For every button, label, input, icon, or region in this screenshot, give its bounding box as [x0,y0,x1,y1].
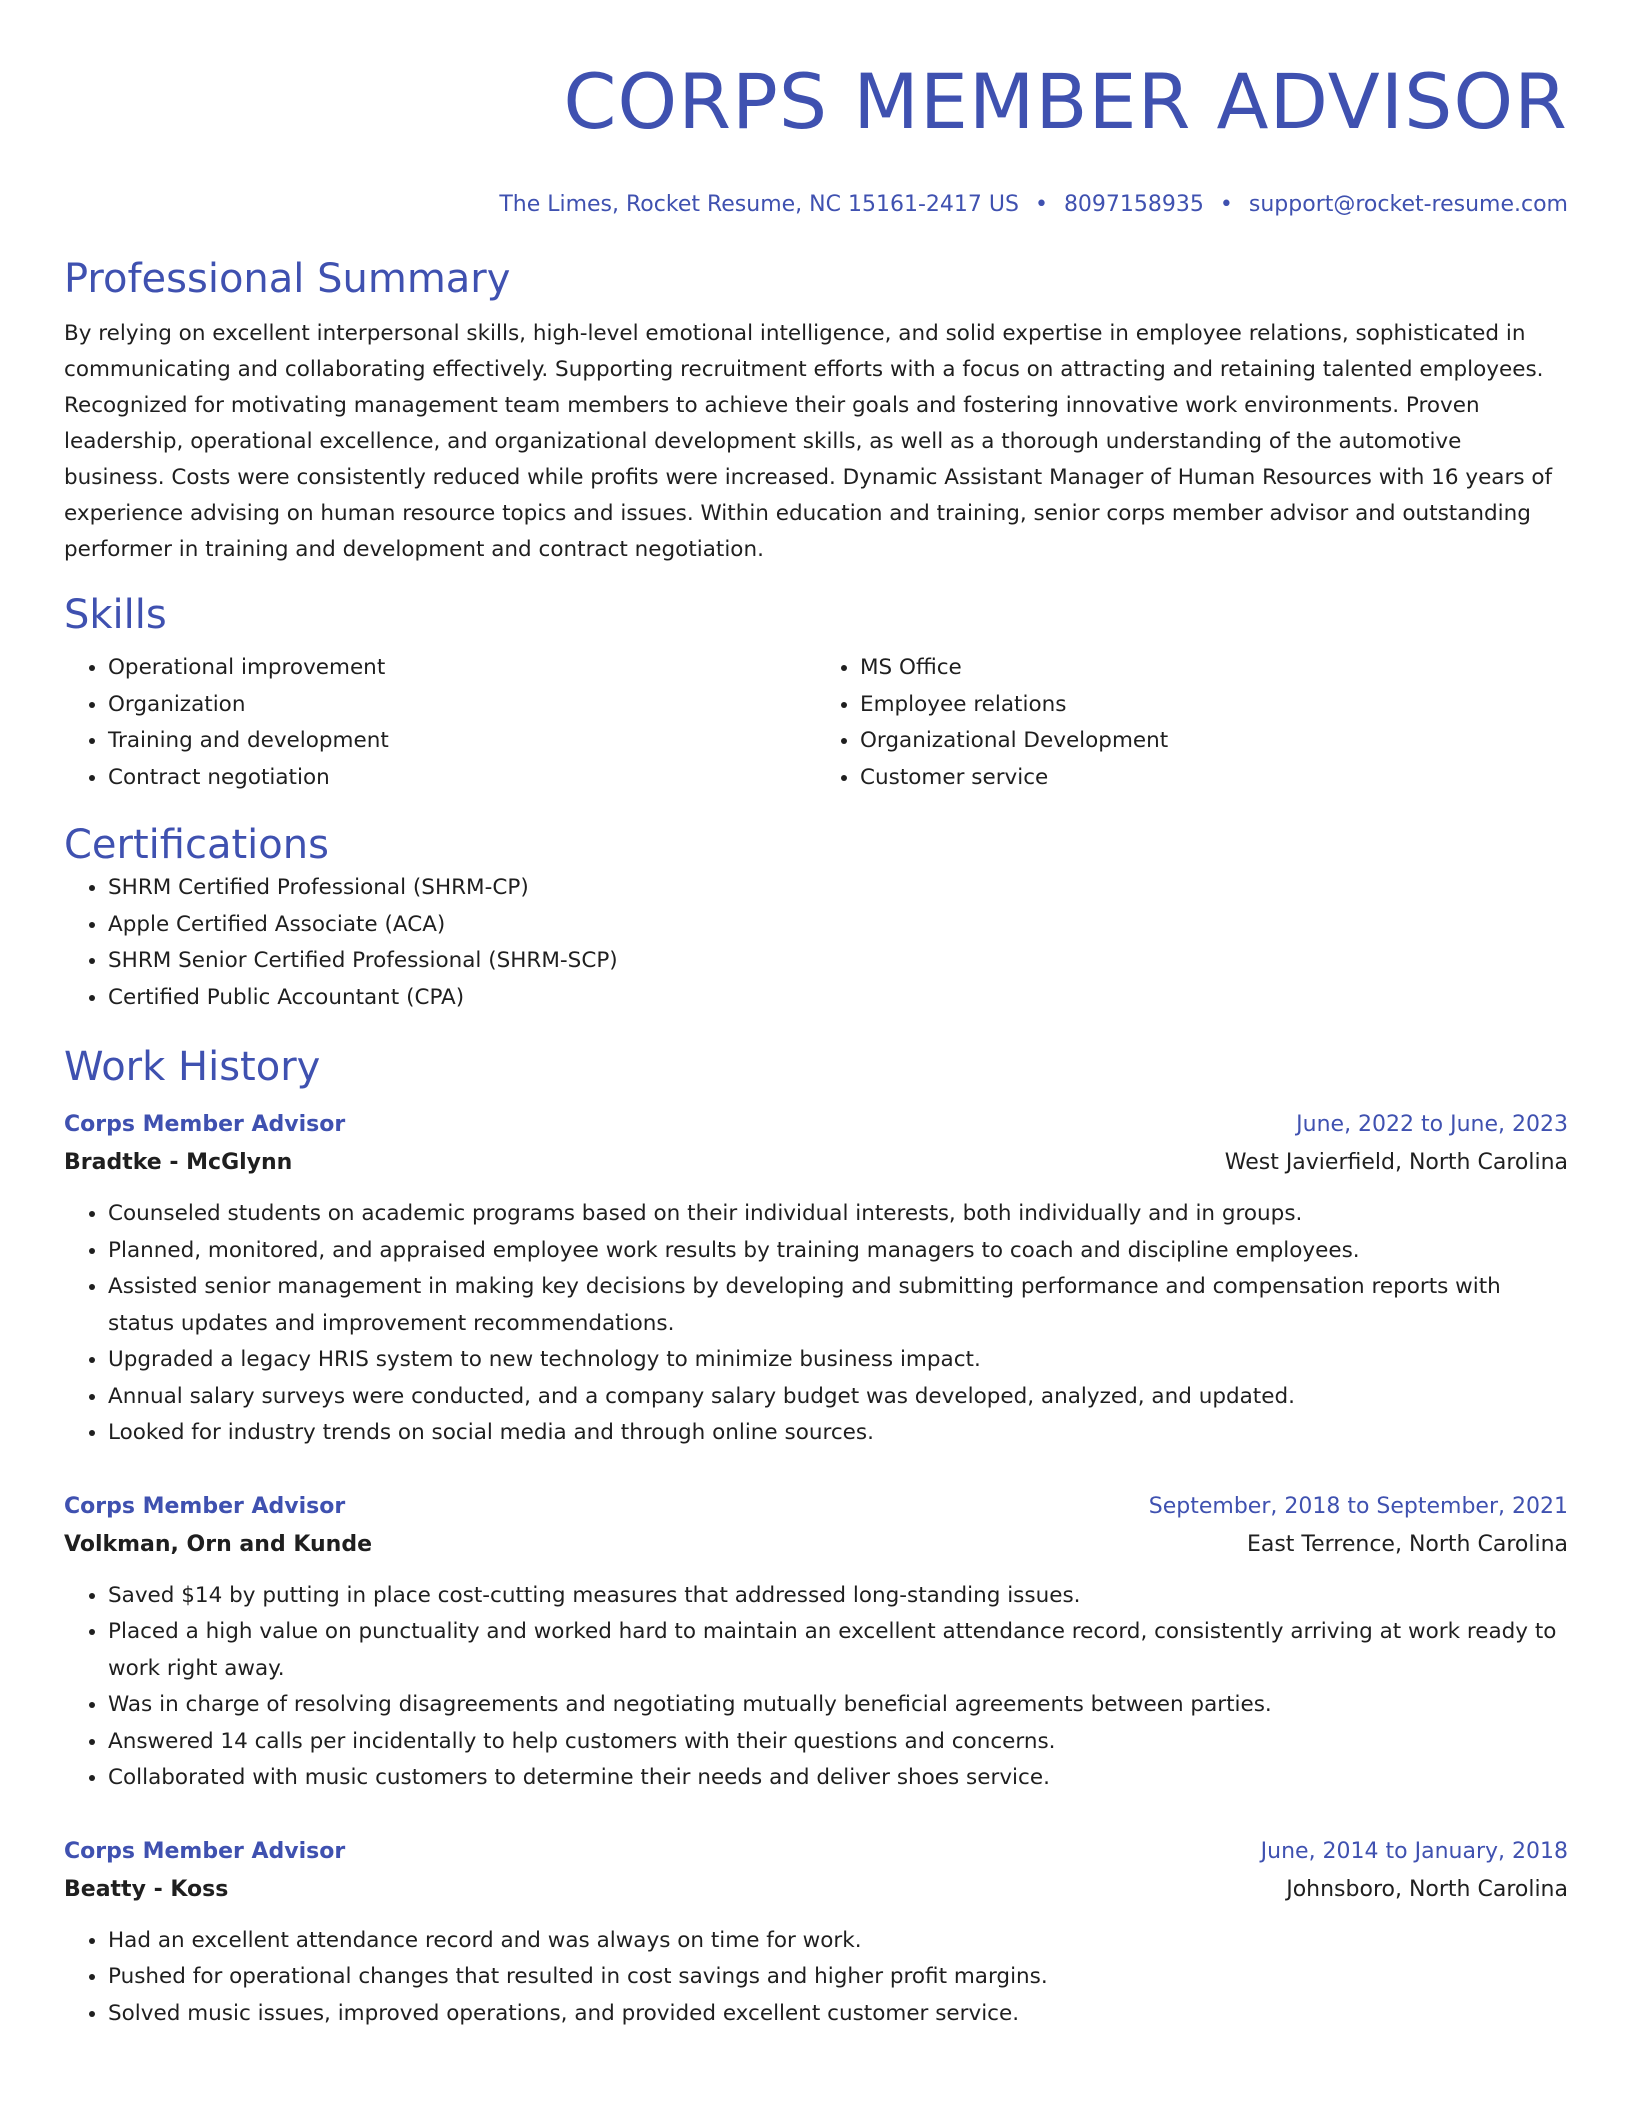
certifications-list [64,870,1568,1016]
job-bullet: • Saved $14 by putting in place cost-cutting measures that addressed long-standing issues. [108,1578,1568,1615]
job-dates: June, 2022 to June, 2023 [1296,1112,1568,1137]
skills-list-right [816,650,1568,796]
job-dates: June, 2014 to January, 2018 [1260,1838,1568,1864]
contact-separator: • [1034,192,1048,217]
job-title: Corps Member Advisor [64,1112,346,1137]
job-bullet: • Was in charge of resolving disagreements and negotiating mutually beneficial agreements between parties. [108,1687,1568,1724]
job-subheader [64,1144,1568,1182]
job-title: Corps Member Advisor [64,1493,346,1519]
summary-heading: Professional Summary [64,256,511,302]
skill-item: • Organization [108,687,816,724]
certification-item: • SHRM Certified Professional (SHRM-CP) [108,870,1568,907]
job-subheader [64,1526,1568,1564]
skills-list-left [64,650,816,796]
job-entry [64,1488,1568,1797]
skill-item: • Contract negotiation [108,760,816,797]
skill-item: • Operational improvement [108,650,816,687]
resume-name: CORPS MEMBER ADVISOR [563,57,1568,146]
job-bullet: • Solved music issues, improved operations, and provided excellent customer service. [108,1996,1568,2033]
job-location: Johnsboro, North Carolina [1286,1876,1568,1902]
job-company: Bradtke - McGlynn [64,1150,293,1175]
job-bullet: • Annual salary surveys were conducted, and a company salary budget was developed, analyzed, and updated. [108,1379,1568,1416]
job-subheader [64,1871,1568,1909]
skill-item: • Employee relations [860,687,1568,724]
skill-item: • Organizational Development [860,723,1568,760]
job-header [64,1488,1568,1526]
job-title: Corps Member Advisor [64,1838,346,1864]
certification-item: • SHRM Senior Certified Professional (SHRM-SCP) [108,943,1568,980]
job-company: Volkman, Orn and Kunde [64,1531,372,1557]
job-bullet: • Pushed for operational changes that resulted in cost savings and higher profit margins. [108,1959,1568,1996]
job-location: East Terrence, North Carolina [1246,1531,1568,1557]
certification-item: • Apple Certified Associate (ACA) [108,907,1568,944]
job-bullets [64,1578,1568,1797]
job-location: West Javierfield, North Carolina [1224,1150,1568,1175]
job-dates: September, 2018 to September, 2021 [1148,1493,1568,1519]
job-bullet: • Had an excellent attendance record and was always on time for work. [108,1923,1568,1960]
job-bullet: • Answered 14 calls per incidentally to help customers with their questions and concerns. [108,1724,1568,1761]
job-bullet: • Collaborated with music customers to determine their needs and deliver shoes service. [108,1760,1568,1797]
contact-address: The Limes, Rocket Resume, NC 15161-2417 US [499,192,1019,217]
skill-item: • MS Office [860,650,1568,687]
job-header [64,1833,1568,1871]
job-bullets [64,1923,1568,2033]
skills-heading: Skills [64,592,167,638]
job-company: Beatty - Koss [64,1876,229,1902]
job-bullet: • Looked for industry trends on social media and through online sources. [108,1415,1568,1452]
certification-item: • Certified Public Accountant (CPA) [108,980,1568,1017]
job-bullet: • Counseled students on academic programs based on their individual interests, both individually and in groups. [108,1196,1568,1233]
work-history-heading: Work History [64,1044,321,1090]
job-header [64,1106,1568,1144]
job-bullet: • Assisted senior management in making key decisions by developing and submitting performance and compensation reports with status updates and improvement recommendations. [108,1269,1568,1342]
certifications-heading: Certifications [64,822,329,868]
skill-item: • Customer service [860,760,1568,797]
job-entry [64,1106,1568,1452]
job-bullet: • Placed a high value on punctuality and worked hard to maintain an excellent attendance record, consistently arriving at work ready to work right away. [108,1614,1568,1687]
job-entry [64,1833,1568,2033]
job-bullet: • Planned, monitored, and appraised employee work results by training managers to coach and discipline employees. [108,1233,1568,1270]
contact-phone: 8097158935 [1063,192,1204,217]
contact-email[interactable]: support@rocket-resume.com [1248,192,1568,217]
contact-separator: • [1219,192,1233,217]
job-bullets [64,1196,1568,1452]
skill-item: • Training and development [108,723,816,760]
summary-text: By relying on excellent interpersonal skills, high-level emotional intelligence, and solid expertise in employee relations, sophisticated in communicating and collaborating effectively. Supporting recruitment efforts with a focus on attracting and retaining talented employees. Recognized for motivating management team members to achieve their goals and fostering innovative work environments. Proven leadership, operational excellence, and organizational development skills, as well as a thorough understanding of the automotive business. Costs were consistently reduced while profits were increased. Dynamic Assistant Manager of Human Resources with 16 years of experience advising on human resource topics and issues. Within education and training, senior corps member advisor and outstanding performer in training and development and contract negotiation. [64,321,1553,562]
job-bullet: • Upgraded a legacy HRIS system to new technology to minimize business impact. [108,1342,1568,1379]
skills-columns [64,650,1568,796]
contact-line [64,190,1568,220]
